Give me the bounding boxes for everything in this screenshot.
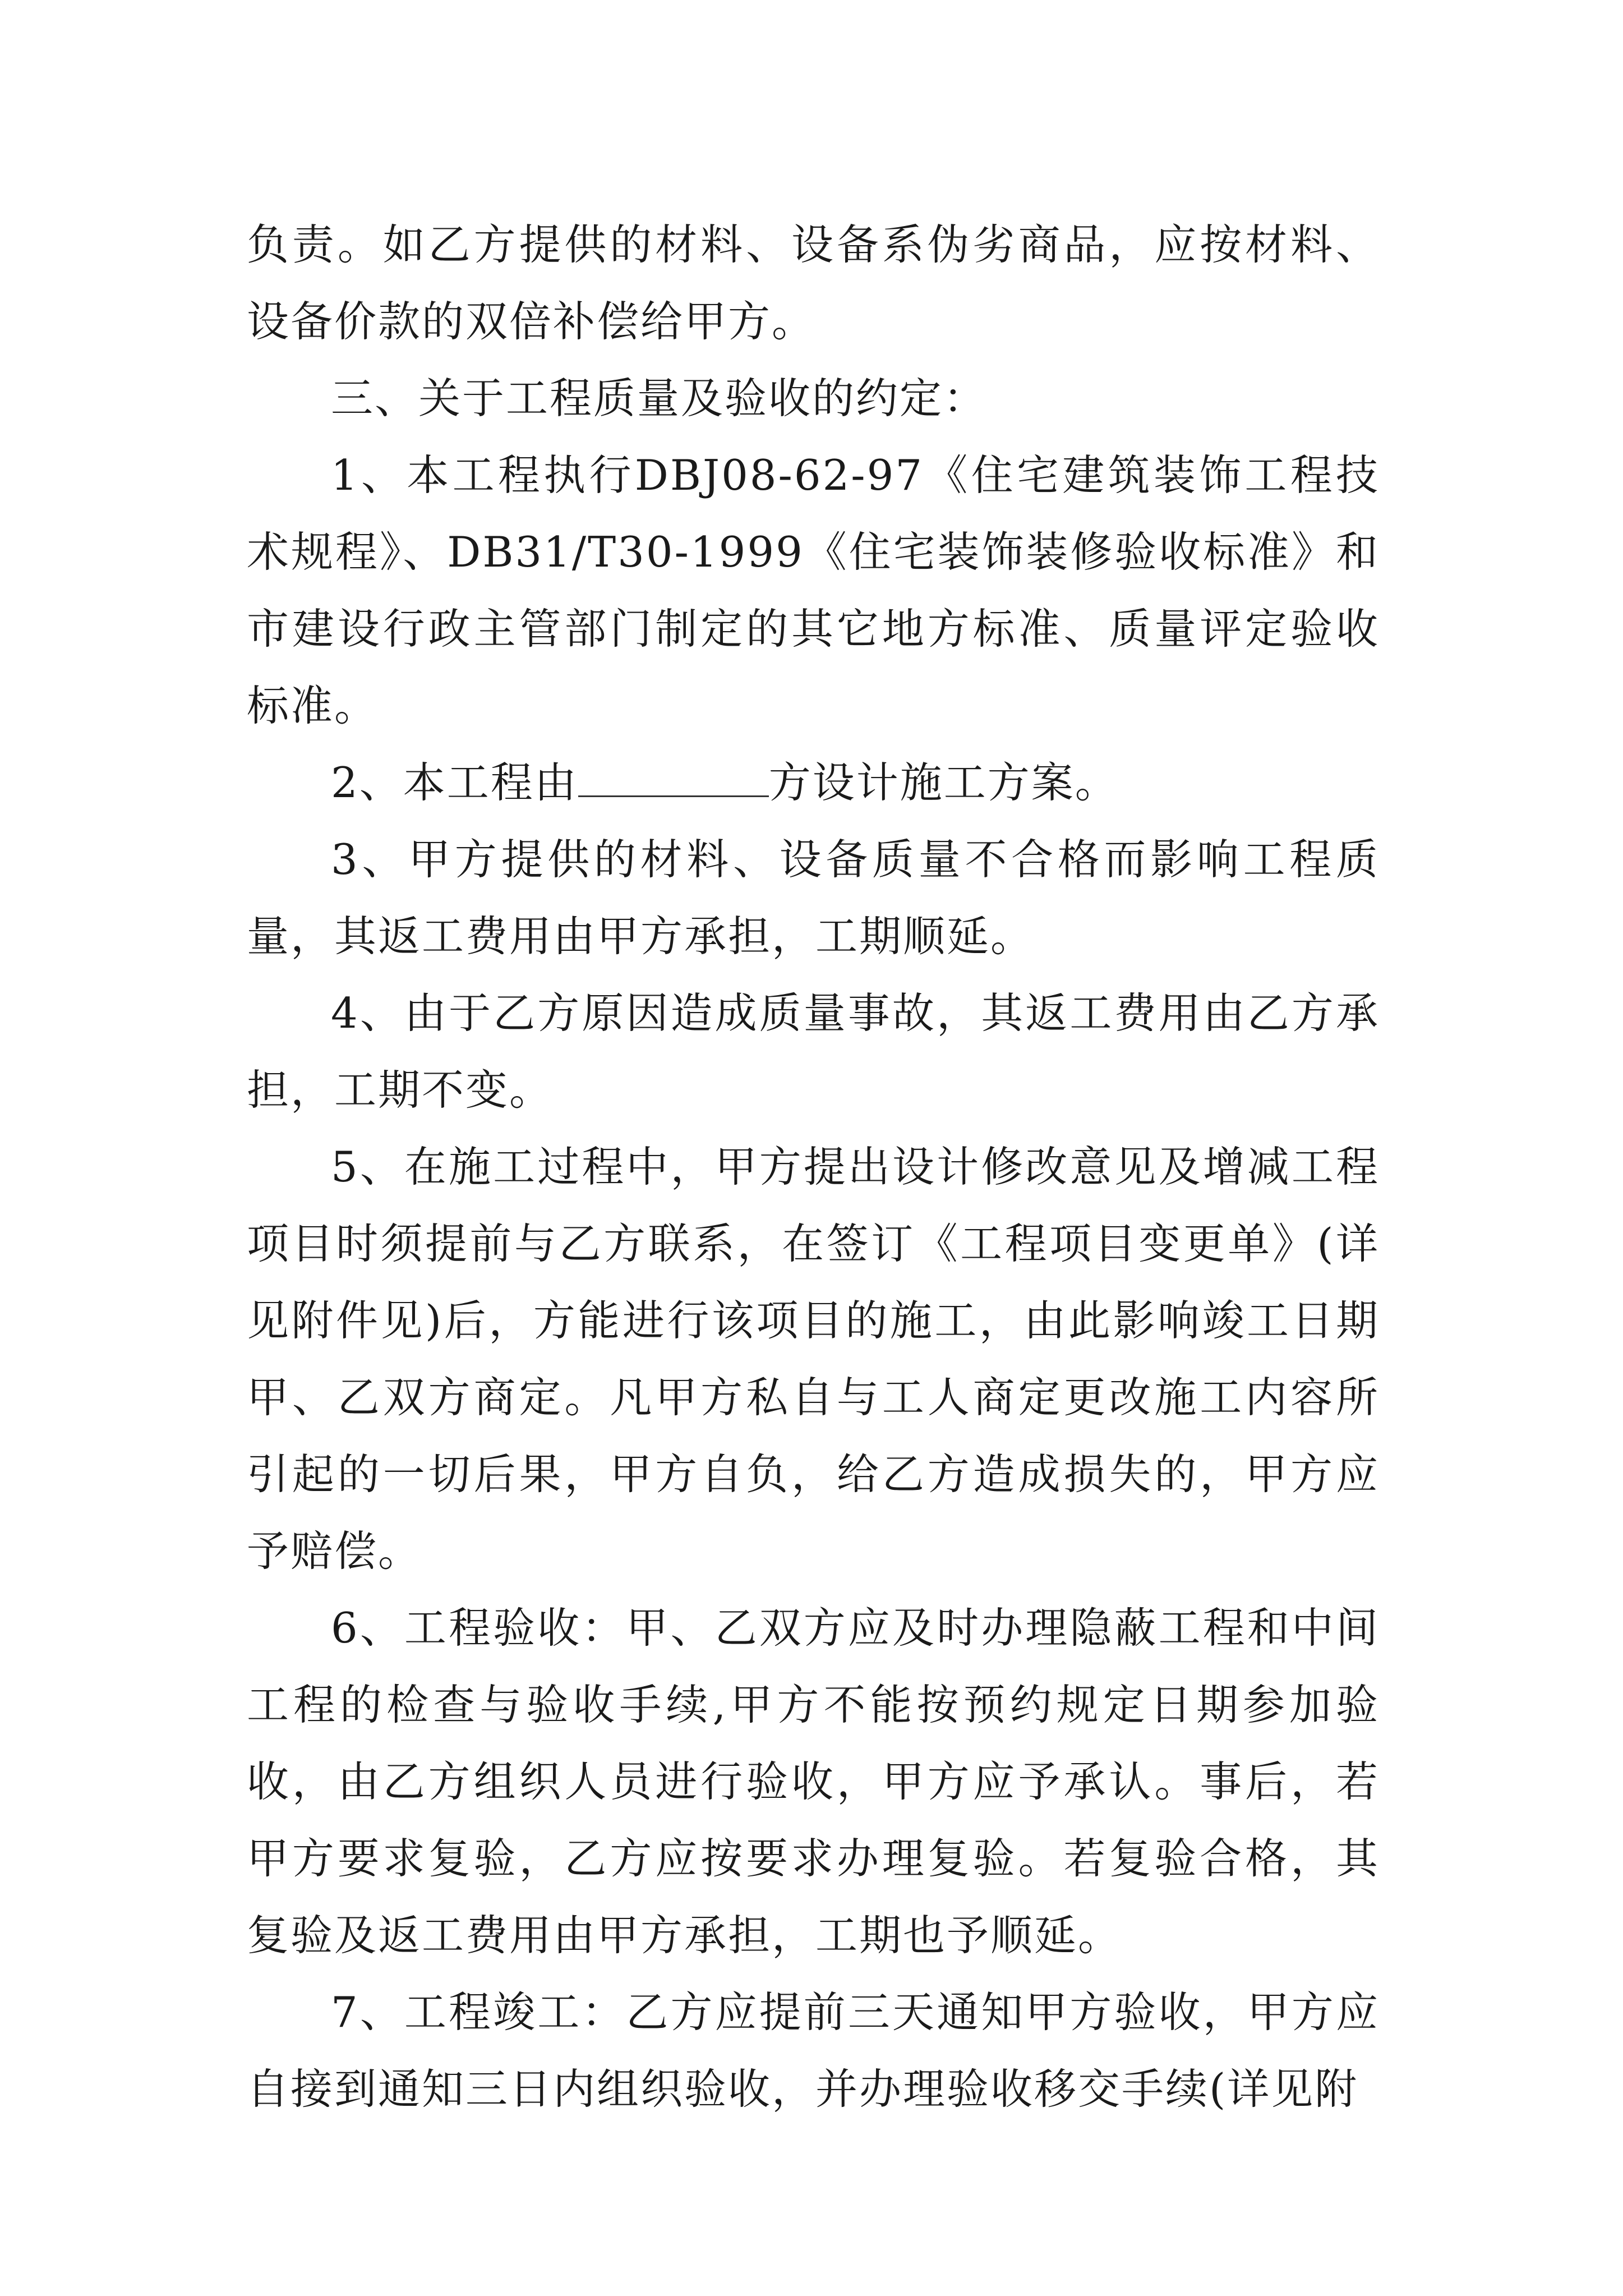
clause-2-suffix: 方设计施工方案。 [768, 758, 1119, 807]
fill-in-blank [578, 762, 769, 797]
clause-7: 7、工程竣工：乙方应提前三天通知甲方验收，甲方应自接到通知三日内组织验收，并办理验收移交手续(详见附 [247, 1987, 1380, 2114]
clause-5: 5、在施工过程中，甲方提出设计修改意见及增减工程项目时须提前与乙方联系，在签订《工程项目变更单》(详见附件见)后，方能进行该项目的施工，由此影响竣工日期甲、乙双方商定。凡甲方私自与工人商定更改施工内容所引起的一切后果，甲方自负，给乙方造成损失的，甲方应予赔偿。 [247, 1142, 1380, 1576]
clause-4: 4、由于乙方原因造成质量事故，其返工费用由乙方承担，工期不变。 [247, 988, 1380, 1115]
clause-2-prefix: 2、本工程由 [331, 758, 578, 807]
section-heading-quality: 三、关于工程质量及验收的约定： [331, 374, 988, 423]
paragraph-continuation: 负责。如乙方提供的材料、设备系伪劣商品，应按材料、设备价款的双倍补偿给甲方。 [247, 220, 1380, 346]
clause-1: 1、本工程执行DBJ08-62-97《住宅建筑装饰工程技术规程》、DB31/T30-1999《住宅装饰装修验收标准》和市建设行政主管部门制定的其它地方标准、质量评定验收标准。 [247, 450, 1380, 730]
clause-2 [247, 744, 1380, 821]
document-page [247, 206, 1380, 2128]
clause-6: 6、工程验收：甲、乙双方应及时办理隐蔽工程和中间工程的检查与验收手续,甲方不能按预约规定日期参加验收，由乙方组织人员进行验收，甲方应予承认。事后，若甲方要求复验，乙方应按要求办理复验。若复验合格，其复验及返工费用由甲方承担，工期也予顺延。 [247, 1603, 1380, 1960]
clause-3: 3、甲方提供的材料、设备质量不合格而影响工程质量，其返工费用由甲方承担，工期顺延。 [247, 835, 1380, 961]
